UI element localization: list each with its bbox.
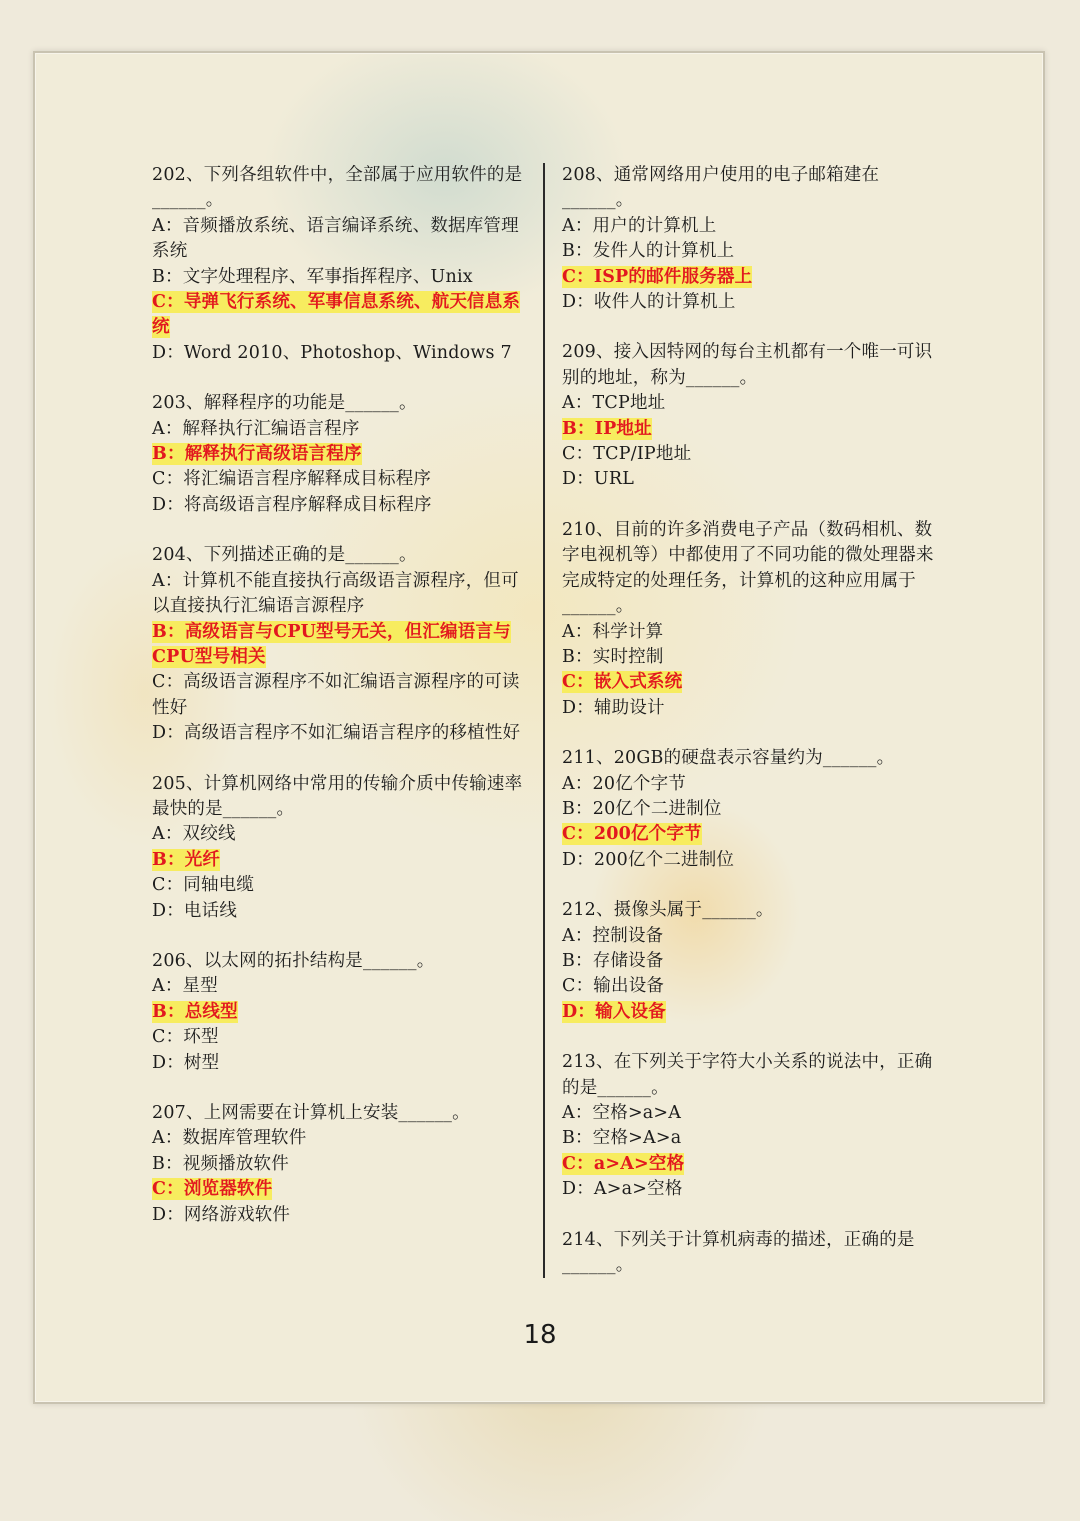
correct-answer-option xyxy=(562,1152,934,1177)
answer-option: A：空格>a>A xyxy=(562,1103,682,1123)
answer-option: A：计算机不能直接执行高级语言源程序，但可以直接执行汇编语言源程序 xyxy=(152,570,519,617)
question-block xyxy=(562,746,934,873)
question-block xyxy=(152,543,524,746)
correct-answer-option xyxy=(562,670,934,695)
left-column xyxy=(152,163,524,1253)
answer-option: A：科学计算 xyxy=(562,621,664,642)
answer-option: A：20亿个字节 xyxy=(562,773,687,794)
question-text: 211、20GB的硬盘表示容量约为______。 xyxy=(562,748,895,769)
question-text: 206、以太网的拓扑结构是______。 xyxy=(152,950,435,971)
answer-option: D：A>a>空格 xyxy=(562,1179,683,1200)
answer-option: B：文字处理程序、军事指挥程序、Unix xyxy=(152,266,473,287)
answer-option: B：存储设备 xyxy=(562,950,664,971)
answer-option: A：星型 xyxy=(152,976,218,997)
question-block xyxy=(562,518,934,721)
answer-option: A：双绞线 xyxy=(152,824,236,845)
question-block xyxy=(562,340,934,492)
question-text: 203、解释程序的功能是______。 xyxy=(152,393,417,414)
answer-highlight: C：导弹飞行系统、军事信息系统、航天信息系统 xyxy=(152,292,521,338)
answer-highlight: B：高级语言与CPU型号无关，但汇编语言与CPU型号相关 xyxy=(152,621,511,667)
answer-option: D：URL xyxy=(562,469,635,490)
right-column xyxy=(562,163,934,1303)
question-text: 202、下列各组软件中，全部属于应用软件的是______。 xyxy=(152,165,523,211)
question-block xyxy=(562,1050,934,1202)
answer-option: B：空格>A>a xyxy=(562,1128,682,1149)
answer-option: C：高级语言源程序不如汇编语言源程序的可读性好 xyxy=(152,672,520,718)
correct-answer-option xyxy=(152,848,524,873)
answer-highlight: B：IP地址 xyxy=(562,418,652,439)
answer-option: A：数据库管理软件 xyxy=(152,1128,307,1149)
correct-answer-option xyxy=(152,442,524,467)
answer-option: B：视频播放软件 xyxy=(152,1153,289,1174)
question-text: 214、下列关于计算机病毒的描述，正确的是______。 xyxy=(562,1229,915,1276)
answer-highlight: B：解释执行高级语言程序 xyxy=(152,444,362,465)
correct-answer-option xyxy=(152,1000,524,1025)
answer-highlight: B：总线型 xyxy=(152,1001,238,1022)
question-block xyxy=(152,949,524,1076)
question-text: 209、接入因特网的每台主机都有一个唯一可识别的地址，称为______。 xyxy=(562,342,933,388)
answer-option: B：20亿个二进制位 xyxy=(562,798,722,819)
answer-option: C：环型 xyxy=(152,1027,219,1048)
question-block xyxy=(152,772,524,924)
answer-option: B：发件人的计算机上 xyxy=(562,241,735,262)
answer-highlight: C：ISP的邮件服务器上 xyxy=(562,266,753,287)
answer-option: D：网络游戏软件 xyxy=(152,1204,291,1225)
answer-option: C：输出设备 xyxy=(562,976,665,997)
answer-option: C：TCP/IP地址 xyxy=(562,444,692,465)
answer-option: D：Word 2010、Photoshop、Windows 7 xyxy=(152,342,512,363)
answer-option: A：TCP地址 xyxy=(562,393,666,414)
answer-option: A：控制设备 xyxy=(562,925,664,946)
answer-option: A：解释执行汇编语言程序 xyxy=(152,418,360,439)
column-divider xyxy=(543,163,545,1278)
correct-answer-option xyxy=(152,620,524,671)
correct-answer-option xyxy=(152,1177,524,1202)
answer-option: A：用户的计算机上 xyxy=(562,215,717,236)
answer-option: D：树型 xyxy=(152,1052,220,1073)
answer-option: D：收件人的计算机上 xyxy=(562,292,736,313)
question-text: 213、在下列关于字符大小关系的说法中，正确的是______。 xyxy=(562,1052,933,1098)
answer-option: D：200亿个二进制位 xyxy=(562,849,735,870)
correct-answer-option xyxy=(562,265,934,290)
page-number: 18 xyxy=(523,1320,557,1350)
question-block xyxy=(152,391,524,518)
question-text: 212、摄像头属于______。 xyxy=(562,900,774,921)
question-text: 204、下列描述正确的是______。 xyxy=(152,545,417,566)
question-text: 208、通常网络用户使用的电子邮箱建在______。 xyxy=(562,165,880,211)
answer-highlight: C：嵌入式系统 xyxy=(562,672,683,693)
correct-answer-option xyxy=(562,822,934,847)
answer-highlight: C：浏览器软件 xyxy=(152,1179,273,1200)
question-text: 205、计算机网络中常用的传输介质中传输速率最快的是______。 xyxy=(152,773,523,819)
answer-option: D：将高级语言程序解释成目标程序 xyxy=(152,494,432,515)
answer-option: D：辅助设计 xyxy=(562,697,665,718)
question-block xyxy=(152,1101,524,1228)
answer-option: D：电话线 xyxy=(152,900,238,921)
question-text: 210、目前的许多消费电子产品（数码相机、数字电视机等）中都使用了不同功能的微处理器来完成特定的处理任务，计算机的这种应用属于______。 xyxy=(562,519,934,617)
question-block xyxy=(562,1228,934,1279)
answer-option: A：音频播放系统、语言编译系统、数据库管理系统 xyxy=(152,215,519,262)
answer-option: C：将汇编语言程序解释成目标程序 xyxy=(152,469,432,490)
question-block xyxy=(152,163,524,366)
correct-answer-option xyxy=(562,1000,934,1025)
answer-option: D：高级语言程序不如汇编语言程序的移植性好 xyxy=(152,723,521,744)
answer-highlight: D：输入设备 xyxy=(562,1001,666,1022)
answer-highlight: C：200亿个字节 xyxy=(562,824,702,845)
answer-option: B：实时控制 xyxy=(562,646,664,667)
correct-answer-option xyxy=(152,290,524,341)
question-text: 207、上网需要在计算机上安装______。 xyxy=(152,1103,470,1123)
answer-highlight: B：光纤 xyxy=(152,849,221,870)
question-block xyxy=(562,898,934,1025)
question-block xyxy=(562,163,934,315)
answer-highlight: C：a>A>空格 xyxy=(562,1153,685,1174)
answer-option: C：同轴电缆 xyxy=(152,875,255,896)
correct-answer-option xyxy=(562,417,934,442)
